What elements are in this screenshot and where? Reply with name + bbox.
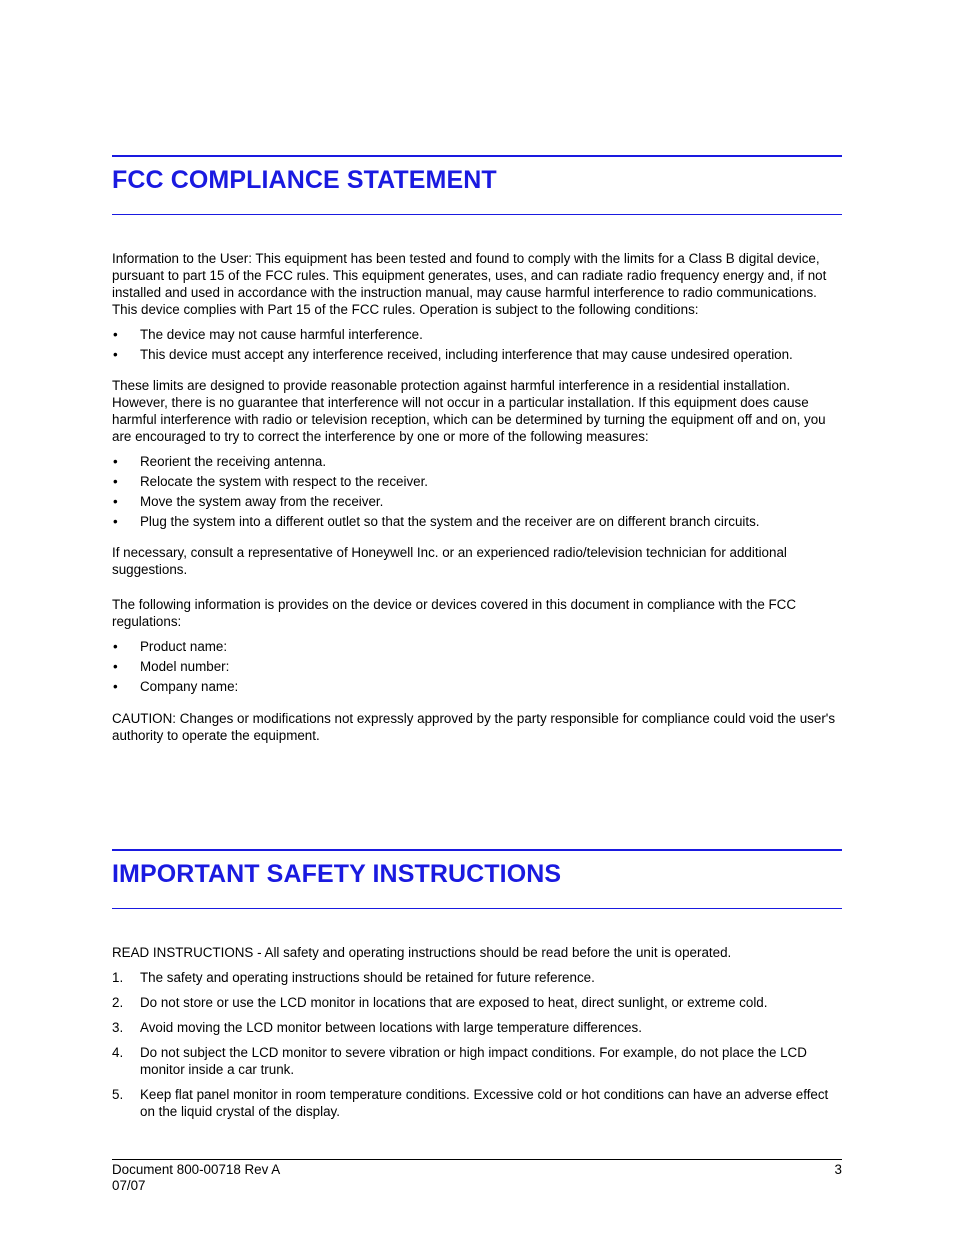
bullet-icon: •: [113, 347, 118, 362]
fcc-measures-list: [112, 453, 842, 530]
safety-bottom-rule: [112, 908, 842, 909]
footer-document-info: [112, 1162, 280, 1194]
list-item: • Move the system away from the receiver.: [113, 494, 384, 509]
bullet-icon: •: [113, 494, 118, 509]
item-number: 3.: [112, 1020, 124, 1035]
list-item: 2. Do not store or use the LCD monitor in locations that are exposed to heat, direct sunlight, or extreme cold.: [112, 995, 768, 1010]
fcc-top-rule: [112, 155, 842, 157]
safety-heading: IMPORTANT SAFETY INSTRUCTIONS: [112, 860, 562, 888]
list-item: • This device must accept any interference received, including interference that may cause undesired operation.: [113, 347, 793, 362]
fcc-heading: FCC COMPLIANCE STATEMENT: [112, 166, 497, 194]
safety-body: [112, 944, 842, 1128]
item-number: 1.: [112, 970, 124, 985]
bullet-icon: •: [113, 454, 118, 469]
list-item: 1. The safety and operating instructions should be retained for future reference.: [112, 970, 595, 985]
list-item: • Product name:: [113, 639, 228, 654]
list-item: • Relocate the system with respect to the receiver.: [113, 474, 429, 489]
list-item: • Reorient the receiving antenna.: [113, 454, 327, 469]
list-item: 5. Keep flat panel monitor in room temperature conditions. Excessive cold or hot conditions can have an adverse effect on the liquid crystal of the display.: [112, 1087, 829, 1119]
document-date: 07/07: [112, 1178, 146, 1193]
safety-instructions-list: [112, 969, 842, 1120]
fcc-caution: CAUTION: Changes or modifications not expressly approved by the party responsible for compliance could void the user's authority to operate the equipment.: [112, 711, 836, 743]
fcc-fields-list: [112, 638, 842, 695]
list-item: 4. Do not subject the LCD monitor to severe vibration or high impact conditions. For example, do not place the LCD monitor inside a car trunk.: [112, 1045, 807, 1077]
fcc-consult: If necessary, consult a representative of Honeywell Inc. or an experienced radio/television technician for additional suggestions.: [112, 545, 787, 577]
safety-top-rule: [112, 849, 842, 851]
fcc-bottom-rule: [112, 214, 842, 215]
item-number: 5.: [112, 1087, 124, 1102]
list-item: 3. Avoid moving the LCD monitor between locations with large temperature differences.: [112, 1020, 642, 1035]
bullet-icon: •: [113, 679, 118, 694]
footer-rule: [112, 1159, 842, 1160]
bullet-icon: •: [113, 327, 118, 342]
bullet-icon: •: [113, 639, 118, 654]
bullet-icon: •: [113, 474, 118, 489]
list-item: • Company name:: [113, 679, 239, 694]
list-item: • The device may not cause harmful interference.: [113, 327, 423, 342]
bullet-icon: •: [113, 659, 118, 674]
fcc-info: The following information is provides on the device or devices covered in this document in compliance with the FCC regulations:: [112, 597, 797, 629]
fcc-intro: Information to the User: This equipment has been tested and found to comply with the limits for a Class B digital device, pursuant to part 15 of the FCC rules. This equipment generates, uses, and can radiate radio frequency energy and, if not installed and used in accordance with the instruction manual, may cause harmful interference to radio communications. This device complies with Part 15 of the FCC rules. Operation is subject to the following conditions:: [112, 251, 827, 317]
bullet-icon: •: [113, 514, 118, 529]
fcc-body: [112, 250, 842, 744]
fcc-conditions-list: [112, 326, 842, 363]
list-item: • Plug the system into a different outlet so that the system and the receiver are on different branch circuits.: [113, 514, 760, 529]
fcc-limits: These limits are designed to provide reasonable protection against harmful interference in a residential installation. However, there is no guarantee that interference will not occur in a particular installation. If this equipment does cause harmful interference with radio or television reception, which can be determined by turning the equipment off and on, you are encouraged to try to correct the interference by one or more of the following measures:: [112, 378, 826, 444]
item-number: 2.: [112, 995, 124, 1010]
page-number: 3: [834, 1162, 842, 1177]
list-item: • Model number:: [113, 659, 230, 674]
safety-read: READ INSTRUCTIONS - All safety and operating instructions should be read before the unit is operated.: [112, 945, 732, 960]
document-number: Document 800-00718 Rev A: [112, 1162, 281, 1177]
item-number: 4.: [112, 1045, 124, 1060]
